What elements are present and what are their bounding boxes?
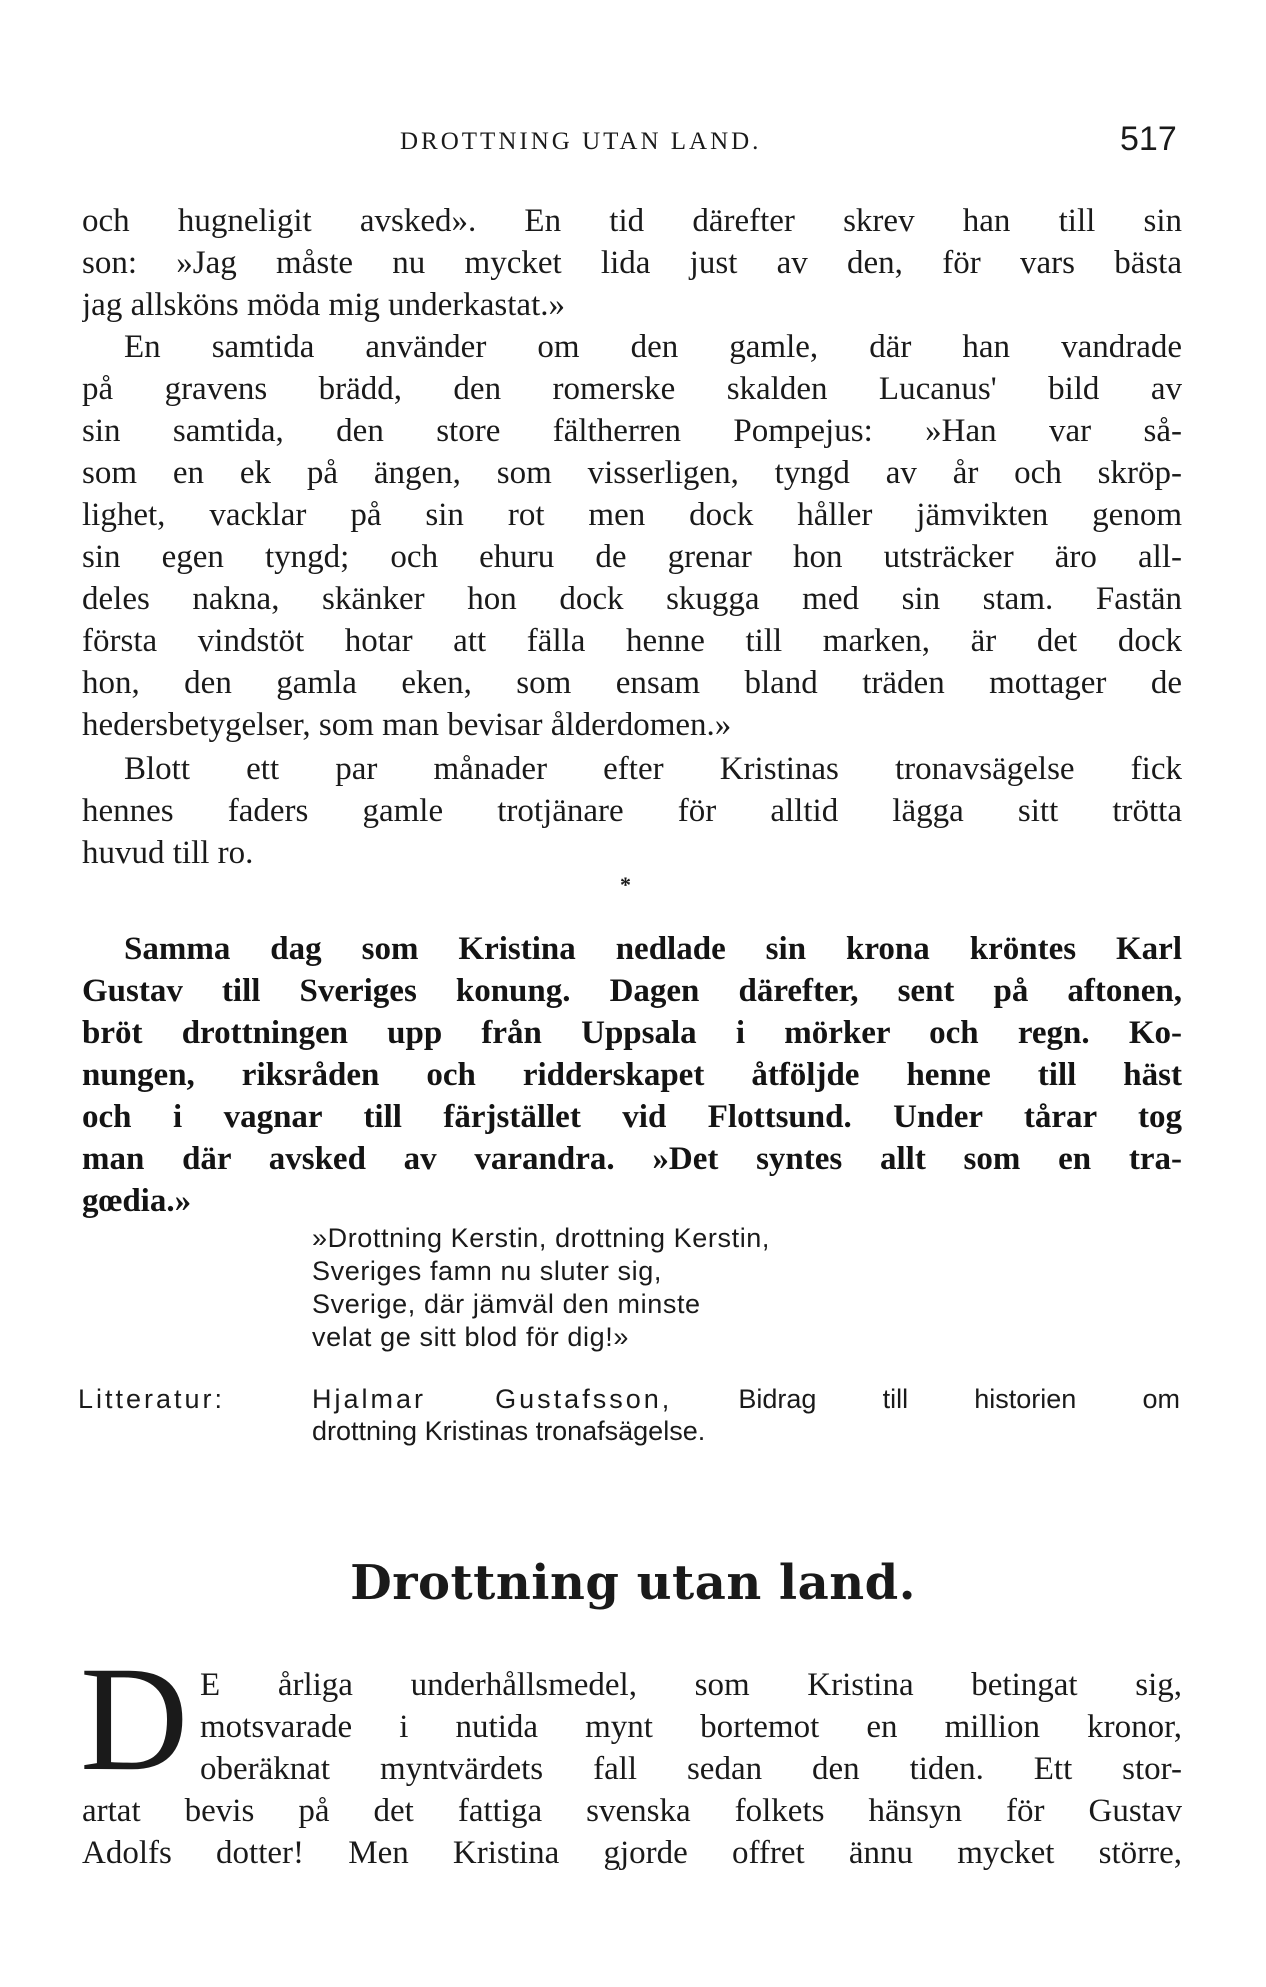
text-line: nungen, riksråden och ridderskapet åtföljde henne till häst	[82, 1057, 1182, 1093]
paragraph-oak-quote	[82, 326, 1182, 746]
text-line: bröt drottningen upp från Uppsala i mörker och regn. Ko-	[82, 1015, 1182, 1051]
text-line: och hugneligit avsked». En tid därefter skrev han till sin	[82, 203, 1182, 239]
text-line: huvud till ro.	[82, 835, 254, 871]
text-line: hennes faders gamle trotjänare för alltid lägga sitt trötta	[82, 793, 1182, 829]
paragraph-continuation	[82, 200, 1182, 326]
text-line: En samtida använder om den gamle, där han vandrade	[124, 329, 1182, 365]
text-line: Gustav till Sveriges konung. Dagen därefter, sent på aftonen,	[82, 973, 1182, 1009]
chapter-opening	[200, 1664, 1182, 1790]
text-line: oberäknat myntvärdets fall sedan den tiden. Ett stor-	[200, 1751, 1182, 1787]
text-line: lighet, vacklar på sin rot men dock håller jämvikten genom	[82, 497, 1182, 533]
drop-cap: D	[80, 1636, 189, 1802]
text-line: sin egen tyngd; och ehuru de grenar hon utsträcker äro all-	[82, 539, 1182, 575]
text-line: gœdia.»	[82, 1183, 192, 1219]
text-line: sin samtida, den store fältherren Pompejus: »Han var så-	[82, 413, 1182, 449]
paragraph-abdication	[82, 748, 1182, 874]
literature-line-1	[312, 1384, 1180, 1415]
text-line: son: »Jag måste nu mycket lida just av den, för vars bästa	[82, 245, 1182, 281]
literature-title-start: Bidrag till historien om	[738, 1384, 1180, 1414]
text-line: och i vagnar till färjstället vid Flottsund. Under tårar tog	[82, 1099, 1182, 1135]
text-line: deles nakna, skänker hon dock skugga med sin stam. Fastän	[82, 581, 1182, 617]
page-number: 517	[1120, 120, 1177, 158]
text-line: som en ek på ängen, som visserligen, tyngd av år och skröp-	[82, 455, 1182, 491]
section-separator: *	[620, 872, 631, 897]
chapter-title: Drottning utan land.	[350, 1555, 916, 1611]
text-line: på gravens brädd, den romerske skalden Lucanus' bild av	[82, 371, 1182, 407]
chapter-body	[82, 1790, 1182, 1874]
verse-line: Sverige, där jämväl den minste	[312, 1289, 701, 1319]
text-line: hon, den gamla eken, som ensam bland träden mottager de	[82, 665, 1182, 701]
running-title: DROTTNING UTAN LAND.	[400, 128, 762, 155]
text-line: Samma dag som Kristina nedlade sin krona kröntes Karl	[124, 931, 1182, 967]
text-line: Blott ett par månader efter Kristinas tronavsägelse fick	[124, 751, 1182, 787]
text-line: jag allsköns möda mig underkastat.»	[82, 287, 565, 323]
text-line: hedersbetygelser, som man bevisar ålderdomen.»	[82, 707, 732, 743]
text-line: E årliga underhållsmedel, som Kristina betingat sig,	[200, 1667, 1182, 1703]
verse-quote	[312, 1222, 770, 1354]
verse-line: »Drottning Kerstin, drottning Kerstin,	[312, 1223, 771, 1253]
text-line: man där avsked av varandra. »Det syntes allt som en tra-	[82, 1141, 1182, 1177]
text-line: första vindstöt hotar att fälla henne till marken, är det dock	[82, 623, 1182, 659]
text-line: Adolfs dotter! Men Kristina gjorde offret ännu mycket större,	[82, 1835, 1182, 1871]
literature-author: Hjalmar Gustafsson,	[312, 1384, 673, 1414]
text-line: motsvarade i nutida mynt bortemot en million kronor,	[200, 1709, 1182, 1745]
paragraph-coronation	[82, 928, 1182, 1222]
text-line: artat bevis på det fattiga svenska folkets hänsyn för Gustav	[82, 1793, 1182, 1829]
verse-line: velat ge sitt blod för dig!»	[312, 1322, 629, 1352]
verse-line: Sveriges famn nu sluter sig,	[312, 1256, 662, 1286]
literature-label: Litteratur:	[78, 1384, 226, 1414]
literature-line-2: drottning Kristinas tronafsägelse.	[312, 1416, 706, 1446]
